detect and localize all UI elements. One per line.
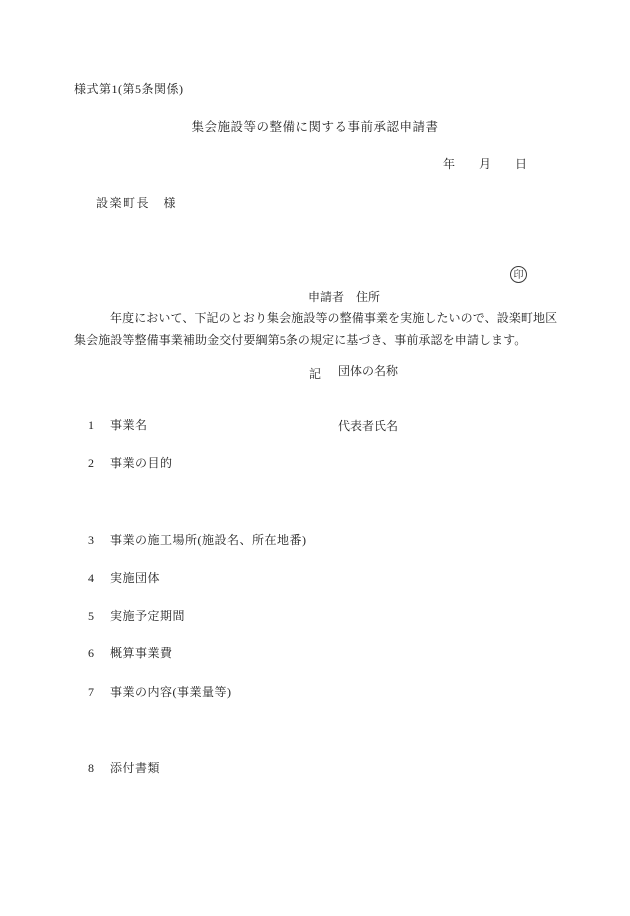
item-number: 3 — [88, 533, 94, 547]
date-line: 年 月 日 — [443, 157, 528, 171]
item-number: 6 — [88, 646, 94, 660]
applicant-block — [290, 232, 398, 473]
list-item-8 — [74, 744, 160, 792]
item-label: 添付書類 — [110, 761, 161, 775]
item-number: 1 — [88, 418, 94, 432]
item-label: 事業の施工場所(施設名、所在地番) — [110, 533, 307, 547]
record-heading: 記 — [308, 367, 321, 381]
item-number: 8 — [88, 761, 94, 775]
form-number: 様式第1(第5条関係) — [74, 82, 184, 96]
item-number: 2 — [88, 456, 94, 470]
body-paragraph — [74, 307, 560, 351]
document-title: 集会施設等の整備に関する事前承認申請書 — [191, 120, 439, 134]
item-label: 事業の目的 — [110, 456, 173, 470]
item-number: 4 — [88, 571, 94, 585]
item-label: 実施予定期間 — [110, 609, 186, 623]
item-number: 7 — [88, 685, 94, 699]
body-paragraph-line1: 年度において、下記のとおり集会施設等の整備事業を実施したいので、設楽町地区 — [110, 311, 558, 325]
applicant-label: 申請者 — [308, 289, 345, 304]
seal-stamp-icon: 印 — [510, 266, 527, 283]
item-label: 事業名 — [110, 418, 148, 432]
item-label: 事業の内容(事業量等) — [110, 685, 232, 699]
addressee-line: 設楽町長 様 — [96, 196, 178, 210]
item-label: 概算事業費 — [110, 646, 173, 660]
item-label: 実施団体 — [110, 571, 161, 585]
list-item-2 — [74, 439, 173, 487]
body-paragraph-line2: 集会施設等整備事業補助金交付要綱第5条の規定に基づき、事前承認を申請します。 — [74, 333, 527, 347]
item-number: 5 — [88, 609, 94, 623]
list-item-7 — [74, 668, 232, 716]
applicant-representative-label: 代表者氏名 — [338, 419, 399, 433]
applicant-address-label: 住所 — [356, 289, 381, 304]
applicant-organization-label: 団体の名称 — [338, 363, 399, 378]
